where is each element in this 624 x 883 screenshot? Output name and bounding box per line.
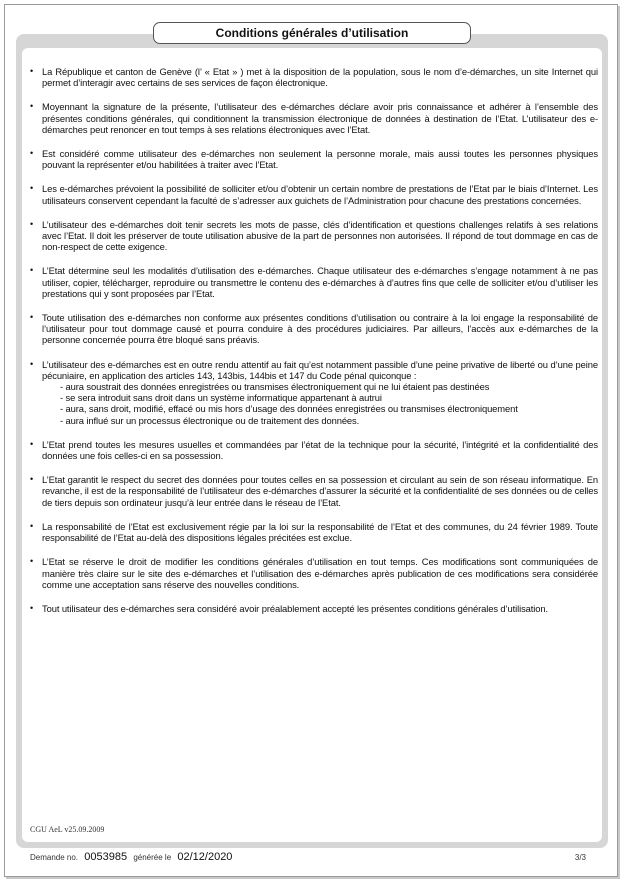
generated-date: 02/12/2020 [177,851,233,863]
bullet-icon: • [30,602,34,613]
bullet-icon: • [30,218,34,229]
request-footer [30,851,236,863]
clause-text: Tout utilisateur des e-démarches sera considéré avoir préalablement accepté les présentes conditions générales d’utilisation. [42,602,549,614]
bullet-icon: • [30,474,34,485]
bullet-icon: • [30,265,34,276]
bullet-icon: • [30,148,34,159]
request-number: 0053985 [84,851,128,863]
bullet-icon: • [30,358,34,369]
bullet-icon: • [30,101,34,112]
clause-item [30,183,598,205]
clause-item [30,556,598,590]
clause-item [30,265,598,299]
clause-item [30,148,598,170]
clause-text: L’utilisateur des e-démarches est en outre rendu attentif au fait qu’est notamment passible d’une peine privative de liberté ou d’une peine pécuniaire, en application des articles 143, 143bis, 144bis et 147 du Code pénal quiconque : [42,358,598,381]
bullet-icon: • [30,438,34,449]
request-label: Demande no. [30,853,79,862]
clause-item [30,219,598,253]
clause-item [30,101,598,135]
clause-text: L’Etat garantit le respect du secret des données pour toutes celles en sa possession et circulant au sein de son réseau informatique. En revanche, il est de la responsabilité de l’utilisateur des e-démarches d’assurer la sécurité et la confidentialité de ses données ou de celles de tiers depuis son ordinateur jusqu’à leur entrée dans le réseau de l’Etat. [42,474,598,508]
offence-item: - aura influé sur un processus électronique ou de traitement des données. [60,414,360,426]
bullet-icon: • [30,183,34,194]
clause-text: La République et canton de Genève (l’ « Etat » ) met à la disposition de la population, sous le nom d’e-démarches, un site Internet qui permet d’interagir avec certains de ses services de façon électronique. [42,66,598,89]
clause-text: Moyennant la signature de la présente, l’utilisateur des e-démarches déclare avoir pris connaissance et adhérer à l’ensemble des présentes conditions générales, qui conditionnent la transmission électronique de données à destination de l’Etat. L’utilisateur des e-démarches peut renoncer en tout temps à ses relations électroniques avec l’Etat. [42,101,598,135]
page-number: 3/3 [574,853,586,862]
clause-item [30,439,598,461]
offence-list [42,381,598,426]
bullet-icon: • [30,556,34,567]
clause-item [30,66,598,88]
clause-text: L’Etat prend toutes les mesures usuelles et commandées par l’état de la technique pour la sécurité, l’intégrité et la confidentialité des données une fois celles-ci en sa possession. [42,438,598,462]
clause-item [30,312,598,346]
clause-text: Toute utilisation des e-démarches non conforme aux présentes conditions d’utilisation ou contraire à la loi engage la responsabilité de l’utilisateur pour tout dommage causé et pourra conduire à des procédures judiciaires. Par ailleurs, l’accès aux e-démarches de la personne concernée pourra être bloqué sans préavis. [42,312,598,346]
document-title: Conditions générales d’utilisation [153,22,471,44]
version-label: CGU AeL v25.09.2009 [30,825,105,834]
clause-text: Est considéré comme utilisateur des e-démarches non seulement la personne morale, mais aussi toutes les personnes physiques pouvant la représenter et/ou habilitées à traiter avec l’Etat. [42,148,598,171]
bullet-icon: • [30,66,34,76]
clause-item [30,474,598,508]
clause-text: La responsabilité de l’Etat est exclusivement régie par la loi sur la responsabilité de l’Etat et des communes, du 24 février 1989. Toute responsabilité de l’Etat au-delà des dispositions légales précitées est exclue. [42,520,598,544]
offence-item: - aura, sans droit, modifié, effacé ou mis hors d’usage des données enregistrées ou transmises électroniquement [60,403,518,415]
clause-text: Les e-démarches prévoient la possibilité de solliciter et/ou d’obtenir un certain nombre de prestations de l’Etat par le biais d’Internet. Les utilisateurs conservent cependant la faculté de s’adresser aux guichets de l’Administration pour chacune des prestations concernées. [42,183,598,206]
clause-item [30,603,598,614]
bullet-icon: • [30,520,34,531]
clause-item [30,359,598,426]
clauses-list [30,66,598,627]
generated-label: générée le [133,853,172,862]
bullet-icon: • [30,312,34,323]
clause-text: L’Etat se réserve le droit de modifier les conditions générales d’utilisation en tout temps. Ces modifications sont communiquées de manière très claire sur le site des e-démarches et l’utilisation des e-démarches après publication de ces modifications sera considérée comme une acceptation sans réserve des nouvelles conditions. [42,556,598,590]
clause-text: L’utilisateur des e-démarches doit tenir secrets les mots de passe, clés d’identification et questions challenges relatifs à ses relations avec l’Etat. Il doit les préserver de toute utilisation abusive de la part de personnes non autorisées. Il répond de tout dommage en cas de non-respect de cette exigence. [42,218,598,253]
offence-item: - se sera introduit sans droit dans un système informatique appartenant à autrui [60,392,382,404]
clause-text: L’Etat détermine seul les modalités d’utilisation des e-démarches. Chaque utilisateur des e-démarches s’engage notamment à ne pas utiliser, copier, télécharger, reproduire ou transmettre le contenu des e-démarches à d’autres fins que celle de solliciter et/ou d’utiliser les prestations qui y sont proposées par l’Etat. [42,265,598,299]
offence-item: - aura soustrait des données enregistrées ou transmises électroniquement qui ne lui étaient pas destinées [60,381,490,393]
clause-item [30,521,598,543]
